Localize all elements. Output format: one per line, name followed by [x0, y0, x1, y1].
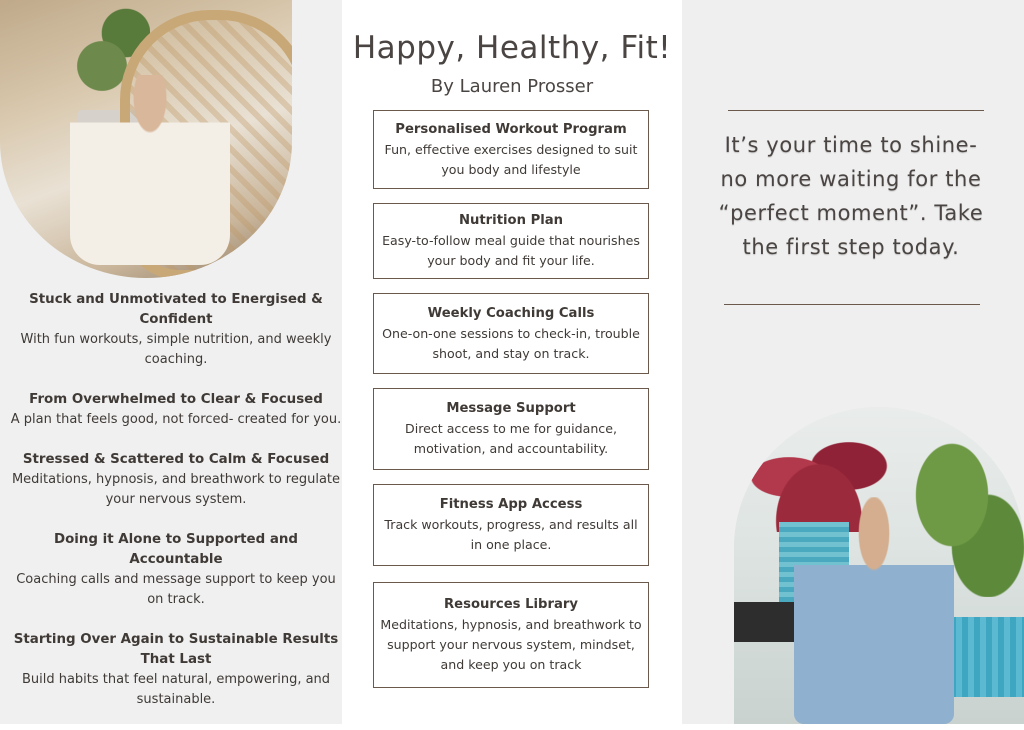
lauren-poolside-photo [734, 407, 1024, 724]
feature-title: Resources Library [444, 597, 578, 612]
feature-card-app [373, 484, 649, 566]
feature-text: Meditations, hypnosis, and breathwork to support your nervous system, mindset, and keep you on track [380, 617, 642, 672]
author-byline: By Lauren Prosser [430, 76, 594, 97]
transformation-heading: Stressed & Scattered to Calm & Focused [22, 452, 330, 467]
feature-text: Direct access to me for guidance, motivation, and accountability. [405, 421, 617, 456]
transformation-text: Build habits that feel natural, empowering, and sustainable. [21, 672, 331, 707]
transformation-item [10, 390, 342, 430]
transformation-heading: Starting Over Again to Sustainable Results That Last [13, 632, 339, 667]
feature-text: One-on-one sessions to check-in, trouble shoot, and stay on track. [382, 325, 640, 361]
motivational-quote: It’s your time to shine- no more waiting for the “perfect moment”. Take the first step today. [718, 133, 984, 259]
transformation-item [10, 450, 342, 510]
transformation-list [10, 290, 342, 730]
quote-rule-bottom [724, 304, 980, 305]
transformation-text: A plan that feels good, not forced- created for you. [10, 412, 342, 427]
feature-card-coaching [373, 293, 649, 374]
feature-title: Personalised Workout Program [395, 121, 627, 137]
quote-rule-top [728, 110, 984, 111]
feature-card-workout [373, 110, 649, 189]
feature-text: Fun, effective exercises designed to suit you body and lifestyle [384, 141, 638, 177]
transformation-item [10, 290, 342, 370]
transformation-text: Meditations, hypnosis, and breathwork to regulate your nervous system. [11, 472, 341, 507]
transformation-heading: Stuck and Unmotivated to Energised & Confident [29, 292, 323, 327]
page-title: Happy, Healthy, Fit! [352, 30, 672, 66]
feature-title: Nutrition Plan [458, 213, 564, 228]
transformation-heading: From Overwhelmed to Clear & Focused [29, 392, 323, 407]
feature-text: Easy-to-follow meal guide that nourishes your body and fit your life. [382, 233, 640, 268]
woman-denim-figure [794, 497, 954, 724]
feature-title: Fitness App Access [439, 497, 583, 512]
feature-title: Weekly Coaching Calls [427, 305, 595, 321]
lauren-rattan-chair-photo [0, 0, 292, 278]
woman-figure [70, 75, 230, 265]
feature-card-message [373, 388, 649, 470]
feature-text: Track workouts, progress, and results all in one place. [384, 517, 638, 552]
transformation-text: With fun workouts, simple nutrition, and weekly coaching. [20, 332, 332, 367]
transformation-item [10, 530, 342, 610]
transformation-item [10, 630, 342, 710]
feature-title: Message Support [446, 401, 576, 416]
transformation-heading: Doing it Alone to Supported and Accountable [53, 532, 299, 567]
feature-card-nutrition [373, 203, 649, 279]
feature-card-resources [373, 582, 649, 688]
transformation-text: Coaching calls and message support to keep you on track. [16, 572, 336, 607]
dark-bench [734, 602, 794, 642]
